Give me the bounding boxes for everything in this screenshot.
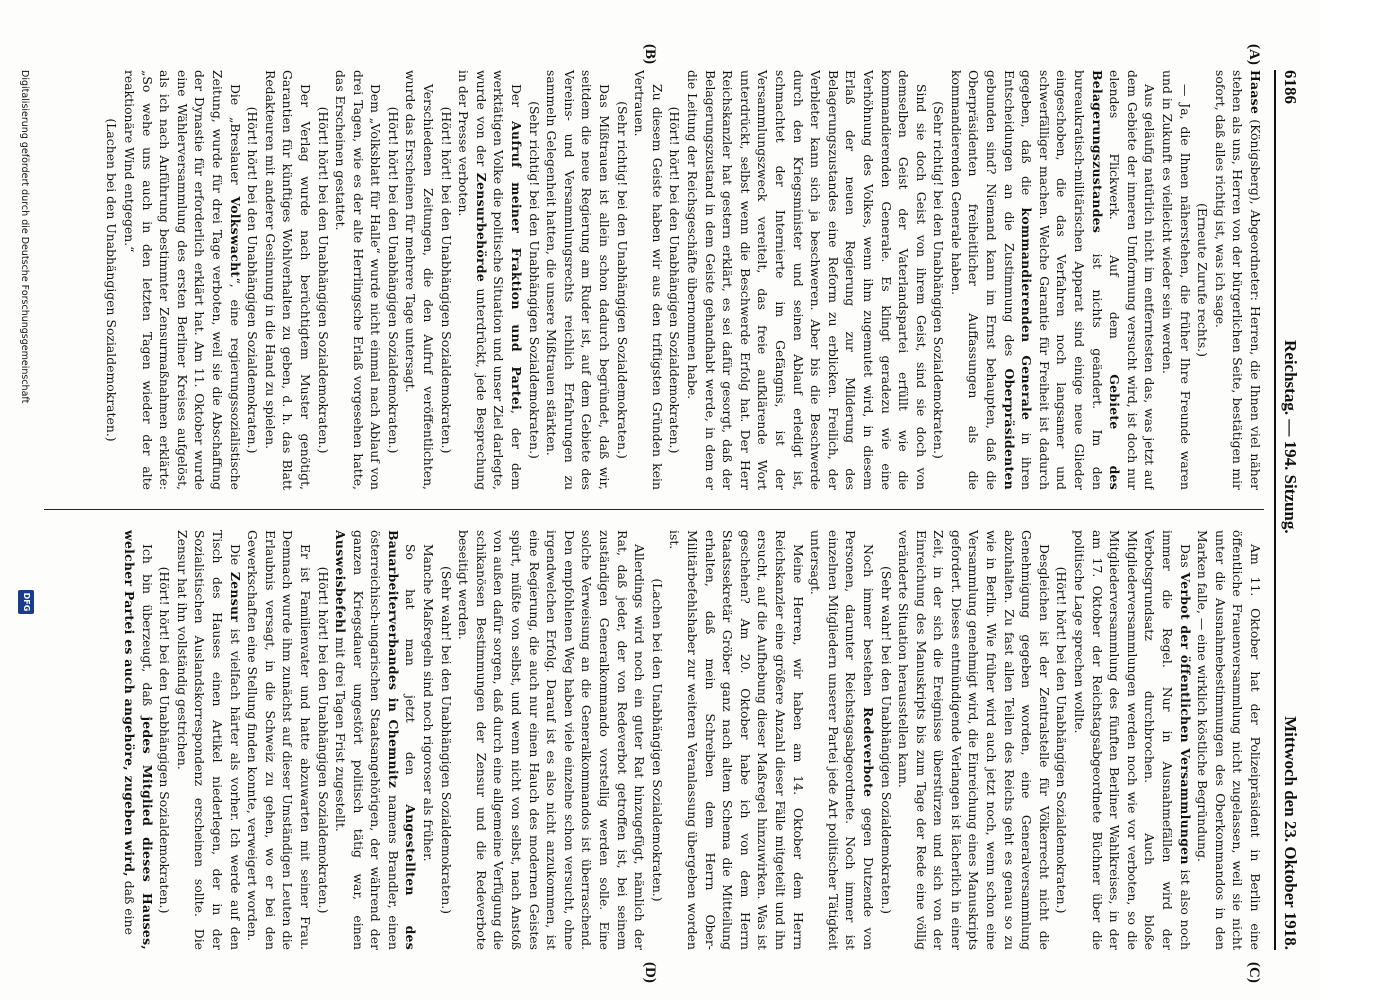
paragraph: Das Mißtrauen ist allein schon dadurch begründet, daß wir, seitdem die neue Regierung am Ruder ist, auf dem Gebiete des Vereins- und Versammlungsrechts reichlich Erfahrungen zu sammeln Gelegenheit hatten, die unsere Mißtrauen stärkten. xyxy=(544,70,613,490)
paragraph-text: daß eine xyxy=(122,876,137,935)
left-column xyxy=(44,70,1264,490)
paragraph-text: So hat man jetzt den xyxy=(403,544,419,805)
interjection: (Sehr wahr! bei den Unabhängigen Sozialdemokraten.) xyxy=(438,566,454,914)
paragraph-text: Der xyxy=(509,84,525,122)
paragraph-text: Noch immer bestehen xyxy=(860,544,876,708)
header-title: Reichstag. — 194. Sitzung. xyxy=(1281,340,1300,534)
emphasis: Aufruf meiner Fraktion und Partei xyxy=(509,121,525,411)
margin-marker-b: (B) xyxy=(642,44,658,64)
emphasis: Volkswacht xyxy=(227,196,243,278)
paragraph xyxy=(120,70,243,490)
paragraph-text: unterdrückt, jede Besprechung in der Presse verboten. xyxy=(456,70,489,490)
interjection: (Lachen bei den Unabhängigen Sozialdemokraten.) xyxy=(649,578,665,902)
margin-marker-d: (D) xyxy=(642,962,658,983)
interjection: (Hört! hört! bei den Unabhängigen Sozialdemokraten.) xyxy=(315,106,331,454)
paragraph-text: gebunden sind? Niemand kann im Ernst behaupten, daß die Oberpräsidenten freiheitlicher Auffassungen als die kommandierenden Generale haben. xyxy=(948,70,1000,490)
emphasis: Verbot der öffentlichen Versammlungen xyxy=(1177,572,1193,865)
paragraph: Am 11. Oktober hat der Polizeipräsident in Berlin eine öffentliche Frauenversammlung nicht zugelassen, weil sie nicht unter die Ausnahmebestimmungen des Oberkommandos in den Marken falle, — eine wirklich köstliche Begründung. xyxy=(1195,530,1263,950)
paragraph-text: mit drei Tagen Frist zugestellt. xyxy=(333,633,349,832)
column-divider xyxy=(44,509,1264,510)
digitization-credit: Digitalisierung gefördert durch die Deutsche Forschungsgemeinschaft xyxy=(19,70,30,404)
paragraph xyxy=(455,70,525,490)
emphasis: Zensur xyxy=(227,571,243,623)
emphasis: Angestellten des Bauarbeiterverbandes in Chemnitz xyxy=(385,530,419,950)
paragraph xyxy=(1070,530,1193,950)
paragraph-text: ist nichts geändert. Im den bureaukratisch-militärischen Apparat sind einige neue Glieder eingeschoben, die das Verfahren noch langsamer und schwerfälliger machen. Welche Garantie für Freiheit ist dadurch gegeben, daß die xyxy=(1019,70,1105,490)
paragraph: Er ist Familienvater und hatte abzuwarten mit seiner Frau. Demnach wurde ihm zunächst auf dieser Umständigen Leuten die Erlaubnis versagt, in die Schweiz zu gehen, wo er bei den Gewerkschaften eine Stellung finden konnte, verweigert worden. xyxy=(245,530,313,950)
dfg-logo: DFG xyxy=(18,590,34,614)
paragraph xyxy=(120,530,155,950)
paragraph xyxy=(1211,70,1264,490)
emphasis: Zensurbehörde xyxy=(473,172,489,283)
paragraph-text: ist also noch immer die Regel. Nur in Ausnahmefällen wird der Verbotsgrundsatz durchbrochen. Auch bloße Mitgliederversammlungen werden noch wie vor verboten, so die Mitgliederversammlung des fünften Berliner Wahlkreises, in der am 17. Oktober der Reichstagsabgeordnete Büchner über die politische Lage sprechen wollte. xyxy=(1072,530,1193,950)
interjection: (Hört! hört! bei den Unabhängigen Sozialdemokraten.) xyxy=(1054,566,1070,914)
paragraph: Sind sie doch Geist von ihrem Geist, sind sie doch von demselben Geist der Vaterlandspartei erfüllt wie die kommandierenden Generale. Es klingt geradezu wie eine Verhöhnung des Volkes, wenn ihm zugemutet wird, in diesem Erlaß der neuen Regierung zur Milderung des Belagerungszustandes eine Reform zu erblicken. Freilich, der Verbleter kann sich ja beschweren. Aber bis die Beschwerde durch den Kriegsminister und seinen Ablauf erledigt ist, schmachtet der Internierte im Gefängnis, ist der Versammlungszweck vereitelt, das freie aufklärende Wort unterdrückt, selbst wenn die Beschwerde Erfolg hat. Der Herr Reichskanzler hat gestern erklärt, es sei dafür gesorgt, daß der Belagerungszustand in dem Geiste gehandhabt werde, in dem er die Leitung der Reichsgeschäfte übernommen habe. xyxy=(685,70,929,490)
paragraph-text: Die „Breslauer xyxy=(227,84,243,197)
paragraph-text: ist vielfach härter als vorher. Ich werde auf den Tisch des Hauses einen Artikel niederlegen, der in der Sozialistischen Auslandskorrespondenz erscheinen sollte. Die Zensur hat ihn vollständig gestrichen. xyxy=(174,530,243,950)
interjection: (Hört! hört! bei den Unabhängigen Sozialdemokraten.) xyxy=(438,106,454,454)
paragraph: Manche Maßregeln sind noch rigoroser als früher. xyxy=(421,544,437,862)
paragraph-text: Die xyxy=(227,544,243,572)
page-header xyxy=(1274,70,1302,950)
interjection: (Hört! hört! bei den Unabhängigen Sozialdemokraten.) xyxy=(157,566,173,914)
right-column xyxy=(44,530,1264,950)
header-date: Mittwoch den 23. Oktober 1918. xyxy=(1281,716,1300,950)
page-number: 6186 xyxy=(1281,70,1300,104)
interjection: (Sehr richtig! bei den Unabhängigen Sozialdemokraten.) xyxy=(614,101,630,459)
paragraph xyxy=(807,530,877,950)
paragraph: Desgleichen ist der Zentralstelle für Völkerrecht nicht die Genehmigung gegeben worden, eine Generalversammlung abzuhalten. Zu fast allen Teilen des Reichs geht es genau so zu wie in Berlin. Wie früher wird auch jetzt noch, wenn schon eine Versammlung genehmigt wird, die Einreichung eines Manuskripts gefordert. Dieses entmündigende Verlangen ist lächerlich in einer Zeit, in der sich die Ereignisse überstürzen und sich von der Einreichung des Manuskripts bis zum Tage der Rede eine völlig veränderte Situation herausstellen kann. xyxy=(896,530,1052,950)
paragraph: Dem „Volksblatt für Halle“ wurde nicht einmal nach Ablauf von drei Tagen, wie es der alte Herrlingsche Erlaß vorgesehen hatte, das Erscheinen gestattet. xyxy=(333,70,384,490)
emphasis: Redeverbote xyxy=(860,707,876,798)
emphasis: Gebiete des Belagerungszustandes xyxy=(1089,70,1123,490)
paragraph xyxy=(332,530,420,950)
paragraph-text: (Königsberg), Abgeordneter: Herren, die Ihnen viel näher stehen als uns, Herren von der bürgerlichen Seite, bestätigen mir sofort, daß alles richtig ist, was ich sage. xyxy=(1212,70,1263,490)
interjection: (Lachen bei den Unabhängigen Sozialdemokraten.) xyxy=(104,118,120,442)
paragraph-text: Aus geläufig natürlich nicht im entferntesten das, was jetzt auf dem Gebiete der inneren Umformung versucht wird, ist doch nur elendes Flickwerk. Auf dem xyxy=(1107,70,1158,490)
emphasis: Ausweisbefehl xyxy=(333,530,349,634)
paragraph-text: Das xyxy=(1177,544,1193,573)
speaker-name: Haase xyxy=(1248,70,1263,115)
paragraph-text: , der dem werktätigen Volke die politische Situation und unser Ziel darlegte, wurde von der xyxy=(473,70,525,490)
paragraph: Meine Herren, wir haben am 14. Oktober dem Herrn Reichskanzler eine größere Anzahl dieser Fälle mitgeteilt und ihn ersucht, auf die Aufhebung dieser Maßregel hinzuwirken. Was ist geschehen? Am 20. Oktober habe ich von dem Herrn Staatssekretär Gröber ganz nach altem Schema die Mitteilung erhalten, daß mein Schreiben dem Herrn Ober-Militärbefehlshaber zur weiteren Veranlassung übergeben worden ist. xyxy=(667,530,806,950)
interjection: (Sehr richtig! bei den Unabhängigen Sozialdemokraten.) xyxy=(526,101,542,459)
interjection: (Hört! hört! bei den Unabhängigen Sozialdemokraten.) xyxy=(667,106,683,454)
emphasis: kommandierenden Generale xyxy=(1019,207,1035,421)
paragraph-text: in ihren Entscheidungen an die Zustimmung des xyxy=(1001,70,1035,490)
emphasis: Oberpräsidenten xyxy=(1001,368,1017,490)
paragraph-text: namens Brandler, einen österreichisch-ungarischen Staatsangehörigen, der während der ganzen Kriegsdauer ungestört politisch tätig war, einen xyxy=(350,530,401,950)
interjection: (Hört! hört! bei den Unabhängigen Sozialdemokraten.) xyxy=(315,566,331,914)
margin-marker-c: (C) xyxy=(1246,962,1262,983)
paragraph: Verschiedenen Zeitungen, die den Aufruf veröffentlichten, wurde das Erscheinen für mehrere Tage untersagt. xyxy=(403,70,437,490)
paragraph xyxy=(947,70,1158,490)
paragraph: — Ja, die Ihnen näherstehen, die früher Ihre Freunde waren und in Zukunft es vielleicht wieder sein werden. xyxy=(1160,70,1193,490)
interjection: (Hört! hört! bei den Unabhängigen Sozialdemokraten.) xyxy=(385,106,401,454)
interjection: (Hört! hört! bei den Unabhängigen Sozialdemokraten.) xyxy=(245,106,261,454)
paragraph: Zu diesem Geiste haben wir aus den triftigsten Gründen kein Vertrauen. xyxy=(632,70,665,490)
paragraph-text: Ich bin überzeugt, daß xyxy=(139,544,155,717)
emphasis: jedes Mitglied dieses Hauses, welcher Partei es auch angehöre, zugeben wird, xyxy=(122,530,155,950)
paragraph: Der Verlag wurde nach berüchtigtem Muster genötigt, Garantien für künftiges Wohlverhalten zu geben, d. h. das Blatt Redakteuren mit anderer Gesinnung in die Hand zu spielen. xyxy=(262,70,313,490)
interjection: (Sehr richtig! bei den Unabhängigen Sozialdemokraten.) xyxy=(931,101,947,459)
paragraph-text: gegen Dutzende von Personen, darunter Reichstagsabgeordnete. Noch immer ist einzelnen Mitgliedern unserer Partei jede Art politischer Tätigkeit untersagt. xyxy=(808,530,876,950)
interjection: (Sehr wahr! bei den Unabhängigen Sozialdemokraten.) xyxy=(878,566,894,914)
interjection: (Erneute Zurufe rechts.) xyxy=(1195,203,1211,357)
paragraph: Allerdings wird noch ein guter Rat hinzugefügt, nämlich der Rat, daß jeder, der von Redeverbot getroffen ist, bei seinem zuständigen Generalkommando vorstellig werden solle. Eine solche Verweisung an die Generalkommandos ist überraschend. Den empfohlenen Weg haben viele einzelne schon versucht, ohne irgendwelchen Erfolg. Darauf ist es also nicht anzukommen, ist eine Regierung, die auch nur einen Hauch des modernen Geistes spürt, müßte von selbst, und wenn nicht von selbst, nach Anstoß von außen dafür sorgen, daß durch eine allgemeine Verfügung die schikanösen Bestimmungen der Zensur und die Redeverbote beseitigt werden. xyxy=(456,530,648,950)
margin-marker-a: (A) xyxy=(1246,44,1262,65)
paragraph-text: “, eine regierungssozialistische Zeitung, wurde für drei Tage verboten, weil sie die Abschaffung der Dynastie für erforderlich erklärt hat. Am 11. Oktober wurde eine Wählerversammlung des ersten Berliner Kreises aufgelöst, als ich nach Anführung bestimmter Zensurmaßnahmen erklärte: „So wehe uns auch in den letzten Tagen wieder der alte reaktionäre Wind entgegen.“ xyxy=(122,70,243,490)
paragraph xyxy=(173,530,243,950)
